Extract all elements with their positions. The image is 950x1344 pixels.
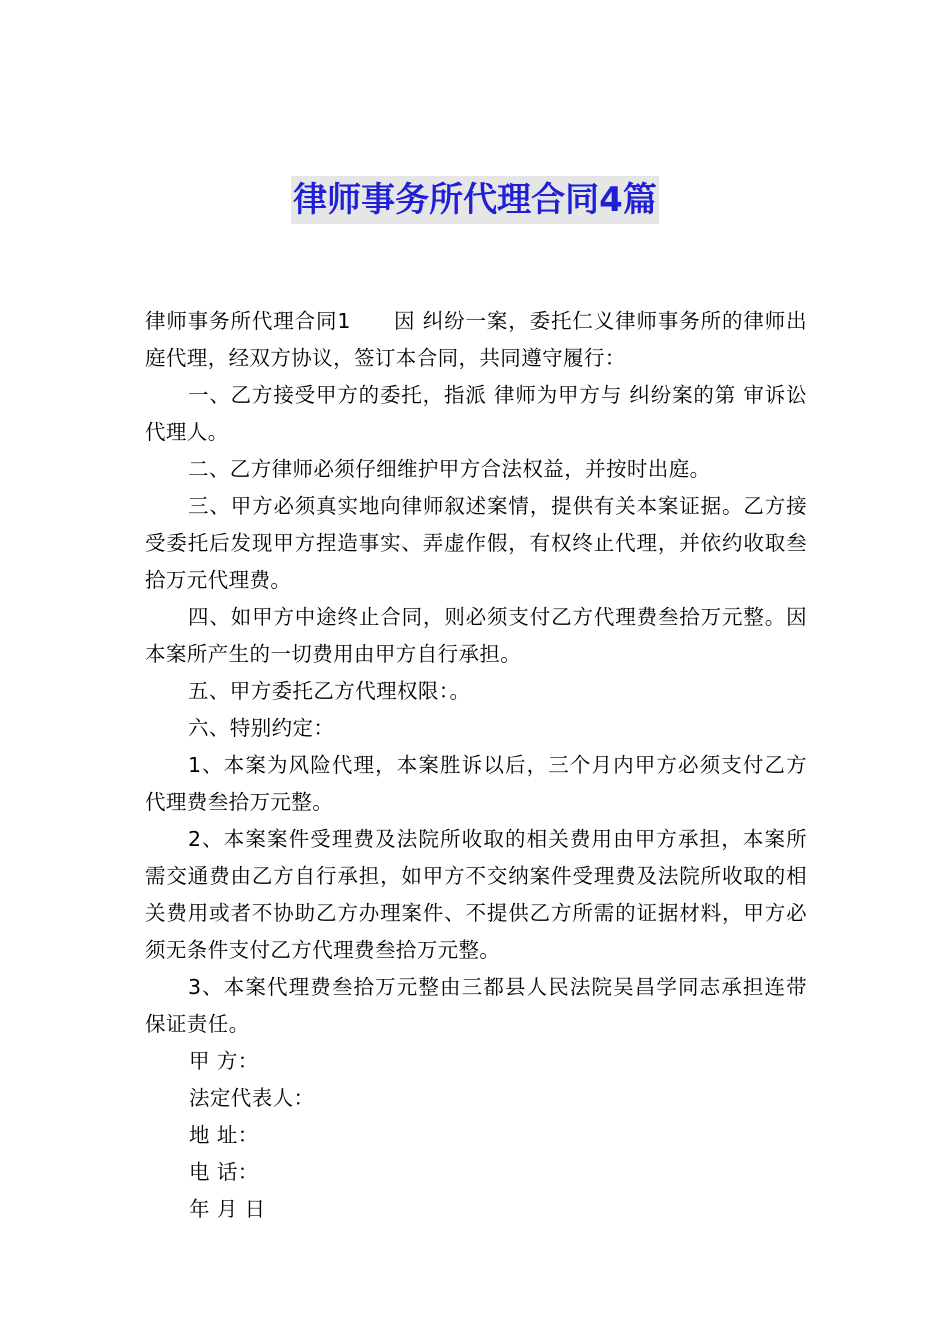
special-term-2: 2、本案案件受理费及法院所收取的相关费用由甲方承担，本案所需交通费由乙方自行承担，如甲方不交纳案件受理费及法院所收取的相关费用或者不协助乙方办理案件、不提供乙方所需的证据材料，甲方必须无条件支付乙方代理费叁拾万元整。: [145, 827, 807, 962]
clause-2: 二、乙方律师必须仔细维护甲方合法权益，并按时出庭。: [188, 457, 711, 481]
document-body: [145, 303, 807, 1228]
clause-3: 三、甲方必须真实地向律师叙述案情，提供有关本案证据。乙方接受委托后发现甲方捏造事实、弄虚作假，有权终止代理，并依约收取叁拾万元代理费。: [145, 494, 807, 592]
party-a-label: 甲 方：: [189, 1049, 259, 1073]
clause-5: 五、甲方委托乙方代理权限：。: [188, 679, 471, 703]
clause-4: 四、如甲方中途终止合同，则必须支付乙方代理费叁拾万元整。因本案所产生的一切费用由甲方自行承担。: [145, 605, 807, 666]
document-title: 律师事务所代理合同4篇: [291, 176, 659, 224]
document-title-block: [0, 176, 950, 224]
address-label: 地 址：: [189, 1123, 259, 1147]
intro-paragraph: 律师事务所代理合同1 因 纠纷一案，委托仁义律师事务所的律师出庭代理，经双方协议，签订本合同，共同遵守履行：: [145, 309, 807, 370]
clause-1: 一、乙方接受甲方的委托，指派 律师为甲方与 纠纷案的第 审诉讼代理人。: [145, 383, 807, 444]
signature-block: [145, 1043, 807, 1228]
date-label: 年 月 日: [189, 1197, 266, 1221]
special-term-1: 1、本案为风险代理，本案胜诉以后，三个月内甲方必须支付乙方代理费叁拾万元整。: [145, 753, 807, 814]
special-term-3: 3、本案代理费叁拾万元整由三都县人民法院吴昌学同志承担连带保证责任。: [145, 975, 807, 1036]
phone-label: 电 话：: [189, 1160, 259, 1184]
legal-rep-label: 法定代表人：: [189, 1086, 315, 1110]
clause-6-heading: 六、特别约定：: [188, 716, 335, 740]
